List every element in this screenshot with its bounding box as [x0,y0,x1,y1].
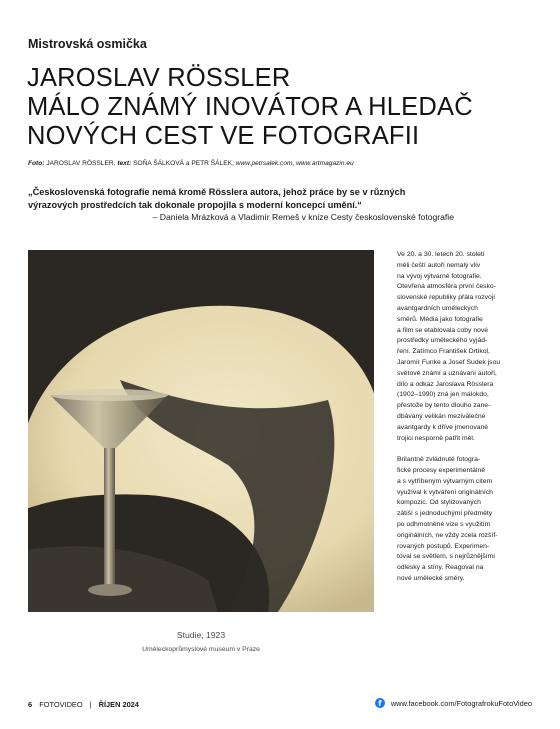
footer-facebook[interactable] [375,698,532,708]
title-line-2: MÁLO ZNÁMÝ INOVÁTOR A HLEDAČ [27,93,473,121]
text-line: Ve 20. a 30. letech 20. století [397,251,485,258]
text-line: zátiší s jednoduchými předměty [397,510,493,518]
text-line: a s vytříbeným výtvarným citem [397,477,493,485]
text-line: světově známí a uznávaní autoři, [397,369,497,377]
credits-text-value: SOŇA ŠÁLKOVÁ a PETR ŠÁLEK, [133,160,234,167]
quote-attribution: – Daniela Mrázková a Vladimír Remeš v knize Cesty československé fotografie [152,212,454,222]
credits-text-label: text: [117,160,132,167]
quote-line-1: „Československá fotografie nemá kromě Rösslera autora, jehož práce by se v různých [28,187,406,197]
text-line: avantgardních uměleckých [397,304,478,312]
photo-caption-source: Uměleckoprůmyslové museum v Praze [142,646,260,653]
article-title [27,64,473,151]
text-line: (1902–1990) zná jen málokdo, [397,391,489,399]
photo-caption-title: Studie, 1923 [176,630,226,640]
text-line: fické procesy experimentálně [397,466,486,474]
article-body [397,250,532,585]
text-line: ření. Zatímco František Drtikol, [397,348,490,356]
text-line: toval se světlem, s nejrůznějšími [397,553,495,561]
credits-foto-label: Foto: [28,160,45,167]
page-number: 6 [28,700,33,709]
title-line-1: JAROSLAV RÖSSLER [27,64,291,92]
text-line: na vývoj výtvarné fotografie. [397,272,482,280]
text-line: prostředky uměleckého vyjád- [397,337,488,345]
text-line: avantgardy k dříve jmenované [397,423,489,431]
text-line: po odhmotněné vize s využitím [397,520,491,528]
text-line: slovenské republiky přála rozvoji [397,294,495,302]
text-line: dílo a odkaz Jaroslava Rösslera [397,380,494,388]
text-line: trojici nesporně patřit měl. [397,434,475,442]
issue-date: ŘÍJEN 2024 [98,700,139,709]
photo-studie-1923 [28,250,374,612]
text-line: kompozic. Od stylizovaných [397,499,481,507]
text-line: nové umělecké směry. [397,574,465,582]
text-line: využíval k vytváření originálních [397,488,493,496]
text-line: originálních, ne vždy zcela rozšíf- [397,531,498,539]
text-line: přestože by tento dlouho zane- [397,402,491,410]
text-line: dbávaný velikán meziválečné [397,412,486,420]
paragraph-1 [397,250,532,444]
section-label: Mistrovská osmička [28,37,147,51]
magazine-name: FOTOVIDEO [39,700,83,709]
title-line-3: NOVÝCH CEST VE FOTOGRAFII [27,122,420,150]
footer-separator: | [89,700,92,709]
text-line: Jaromír Funke a Josef Sudek jsou [397,358,501,366]
text-line: a film se etablovala coby nové [397,326,489,334]
text-line: směrů. Média jako fotografie [397,315,483,323]
text-line: Otevřená atmosféra první česko- [397,283,496,291]
paragraph-2 [397,455,532,585]
footer-page-info [28,700,139,709]
facebook-icon: f [375,698,385,708]
text-line: měli čeští autoři nemalý vliv [397,261,481,269]
text-line: rovaných postupů. Experimen- [397,542,490,550]
text-line: Brilantně zvládnuté fotogra- [397,456,481,464]
quote-line-2: výrazových prostředcích tak dokonale propojila s moderní koncepcí umění.“ [28,199,362,210]
credits-sites: www.petrsalek.com, www.artmagazin.eu [235,160,354,167]
pull-quote [28,186,405,211]
facebook-link[interactable]: www.facebook.com/FotografrokuFotoVideo [390,698,532,708]
credits-line [28,160,354,167]
text-line: odlesky a stíny. Reagoval na [397,564,484,572]
credits-foto-value: JAROSLAV RÖSSLER, [46,160,116,167]
